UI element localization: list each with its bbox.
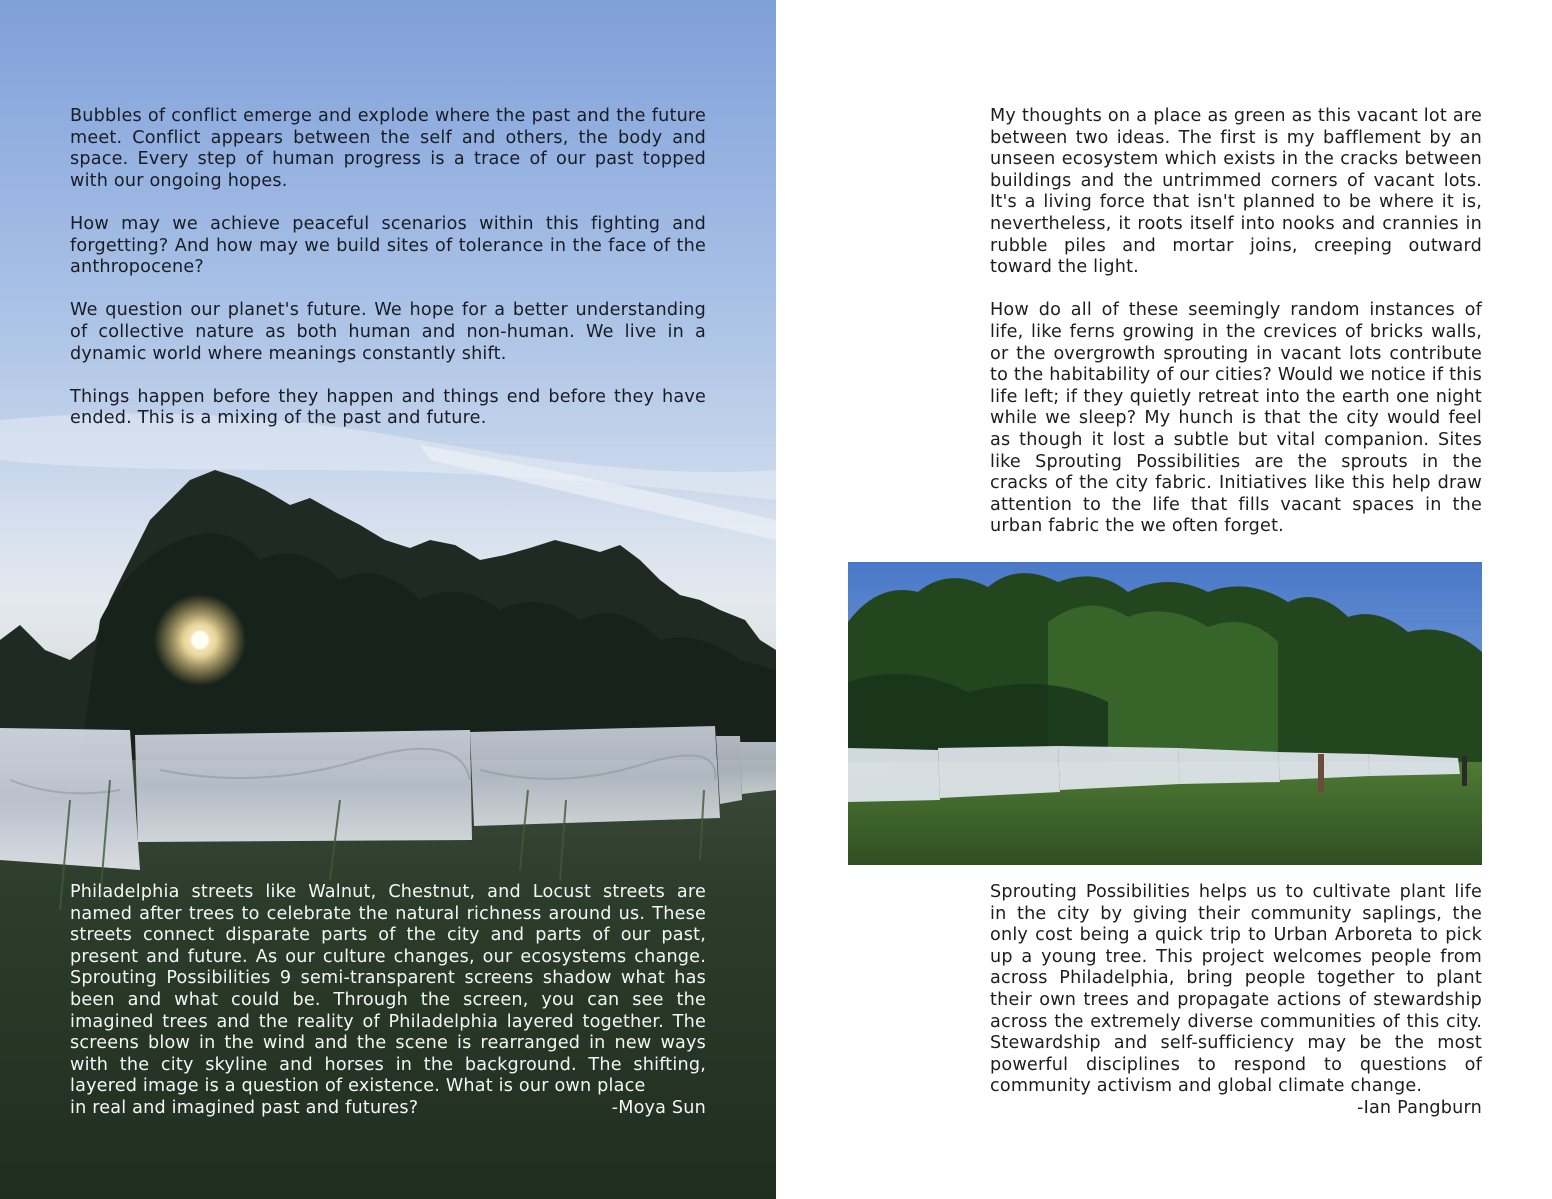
person-figure: [1318, 754, 1324, 792]
paragraph: Philadelphia streets like Walnut, Chestnut, and Locust streets are named after trees to celebrate the natural richness around us. These streets connect disparate parts of the city and parts of our past, present and future. As our culture changes, our ecosystems change. Sprouting Possibilities 9 semi-transparent screens shadow what has been and what could be. Through the screen, you can see the imagined trees and the reality of Philadelphia layered together. The screens blow in the wind and the scene is rearranged in new ways with the city skyline and horses in the background. The shifting, layered image is a question of existence. What is our own place: [70, 882, 706, 1097]
left-top-text: [70, 106, 706, 430]
paragraph: Sprouting Possibilities helps us to cultivate plant life in the city by giving their community saplings, the only cost being a quick trip to Urban Arboreta to pick up a young tree. This project welcomes people from across Philadelphia, bring people together to plant their own trees and propagate actions of stewardship across the extremely diverse communities of this city. Stewardship and self-sufficiency may be the most powerful disciplines to respond to questions of community activism and global climate change.: [990, 882, 1482, 1097]
right-top-text: [990, 106, 1482, 538]
last-line-with-signature: [70, 1098, 706, 1120]
paragraph: How do all of these seemingly random instances of life, like ferns growing in the crevices of bricks walls, or the overgrowth sprouting in vacant lots contribute to the habitability of our cities? Would we notice if this life left; if they quietly retreat into the earth one night while we sleep? My hunch is that the city would feel as though it lost a subtle but vital companion. Sites like Sprouting Possibilities are the sprouts in the cracks of the city fabric. Initiatives like this help draw attention to the life that fills vacant spaces in the urban fabric the we often forget.: [990, 300, 1482, 537]
fabric-screens-in-field-photo: [848, 562, 1482, 865]
paragraph: Things happen before they happen and things end before they have ended. This is a mixing of the past and future.: [70, 386, 706, 429]
right-page: [776, 0, 1552, 1199]
signature: -Ian Pangburn: [1357, 1097, 1482, 1118]
sun: [191, 631, 209, 649]
paragraph-last-line: in real and imagined past and futures?: [70, 1097, 419, 1118]
signature: -Moya Sun: [611, 1097, 706, 1118]
field-photo-image: [848, 562, 1482, 865]
right-bottom-text: [990, 882, 1482, 1120]
person-figure: [1462, 756, 1467, 786]
left-bottom-text: [70, 882, 706, 1120]
paragraph: How may we achieve peaceful scenarios within this fighting and forgetting? And how may we build sites of tolerance in the face of the anthropocene?: [70, 213, 706, 278]
paragraph: Bubbles of conflict emerge and explode where the past and the future meet. Conflict appears between the self and others, the body and space. Every step of human progress is a trace of our past topped with our ongoing hopes.: [70, 106, 706, 191]
paragraph: We question our planet's future. We hope for a better understanding of collective nature as both human and non-human. We live in a dynamic world where meanings constantly shift.: [70, 300, 706, 364]
paragraph: My thoughts on a place as green as this vacant lot are between two ideas. The first is my bafflement by an unseen ecosystem which exists in the cracks between buildings and the untrimmed corners of vacant lots. It's a living force that isn't planned to be where it is, nevertheless, it roots itself into nooks and crannies in rubble piles and mortar joins, creeping outward toward the light.: [990, 106, 1482, 278]
